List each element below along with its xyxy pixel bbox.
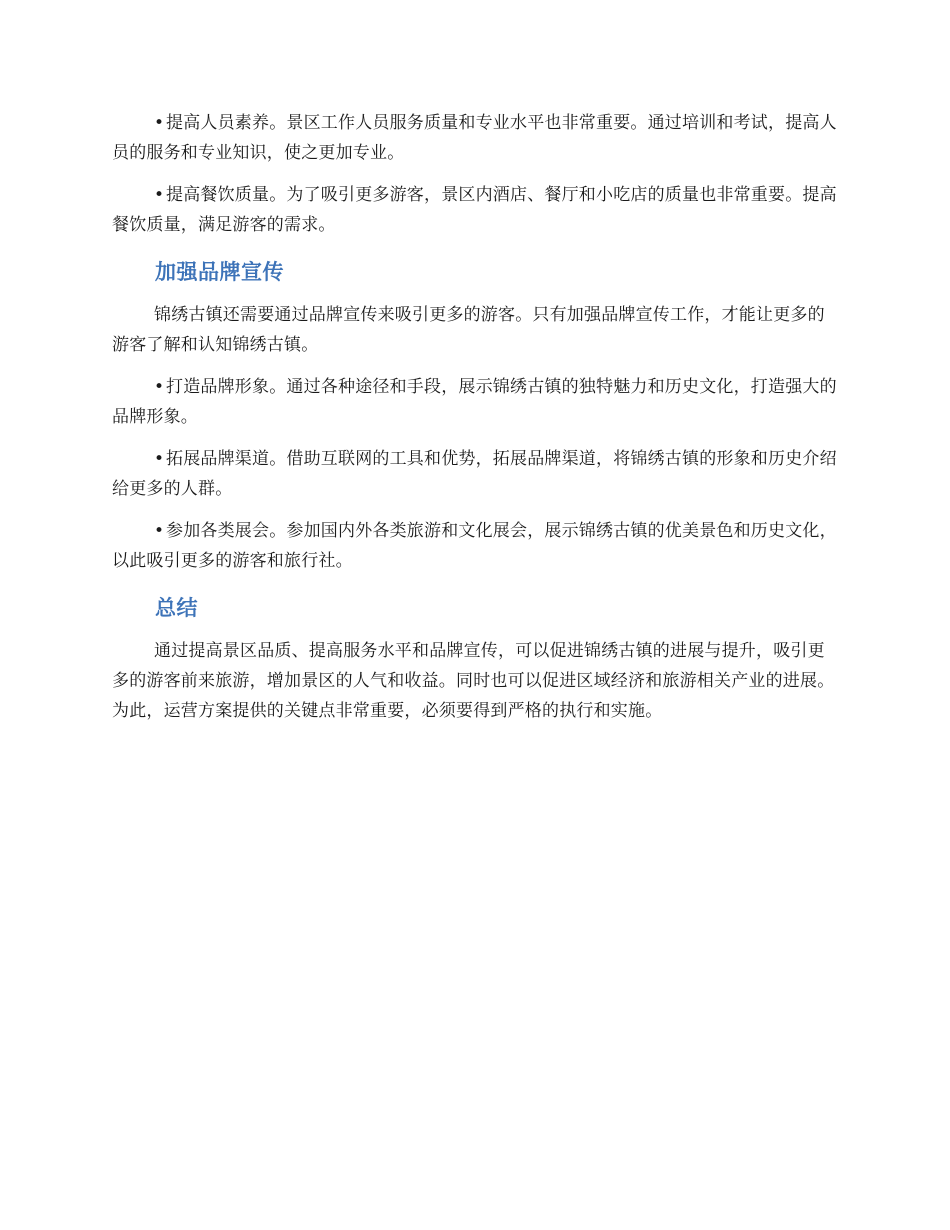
bullet-text: 打造品牌形象。通过各种途径和手段，展示锦绣古镇的独特魅力和历史文化，打造强大的品牌形象。 xyxy=(112,377,837,427)
bullet-dot: • xyxy=(154,113,165,133)
bullet-improve-staff xyxy=(112,108,840,168)
bullet-text: 提高餐饮质量。为了吸引更多游客，景区内酒店、餐厅和小吃店的质量也非常重要。提高餐饮质量，满足游客的需求。 xyxy=(112,185,837,235)
section-heading-summary: 总结 xyxy=(155,596,198,620)
bullet-text: 提高人员素养。景区工作人员服务质量和专业水平也非常重要。通过培训和考试，提高人员的服务和专业知识，使之更加专业。 xyxy=(112,113,837,163)
bullet-dot: • xyxy=(154,377,165,397)
bullet-exhibitions xyxy=(112,516,840,576)
paragraph-summary: 通过提高景区品质、提高服务水平和品牌宣传，可以促进锦绣古镇的进展与提升，吸引更多的游客前来旅游，增加景区的人气和收益。同时也可以促进区域经济和旅游相关产业的进展。为此，运营方案提供的关键点非常重要，必须要得到严格的执行和实施。 xyxy=(112,641,835,721)
document-page xyxy=(112,108,840,726)
bullet-dot: • xyxy=(154,449,165,469)
bullet-dot: • xyxy=(154,185,165,205)
bullet-text: 拓展品牌渠道。借助互联网的工具和优势，拓展品牌渠道，将锦绣古镇的形象和历史介绍给更多的人群。 xyxy=(112,449,837,499)
bullet-improve-dining xyxy=(112,180,840,240)
section-heading-brand: 加强品牌宣传 xyxy=(155,260,284,284)
bullet-text: 参加各类展会。参加国内外各类旅游和文化展会，展示锦绣古镇的优美景色和历史文化，以此吸引更多的游客和旅行社。 xyxy=(112,521,837,571)
bullet-brand-image xyxy=(112,372,840,432)
bullet-dot: • xyxy=(154,521,165,541)
bullet-brand-channels xyxy=(112,444,840,504)
paragraph-brand-intro: 锦绣古镇还需要通过品牌宣传来吸引更多的游客。只有加强品牌宣传工作，才能让更多的游客了解和认知锦绣古镇。 xyxy=(112,305,825,355)
